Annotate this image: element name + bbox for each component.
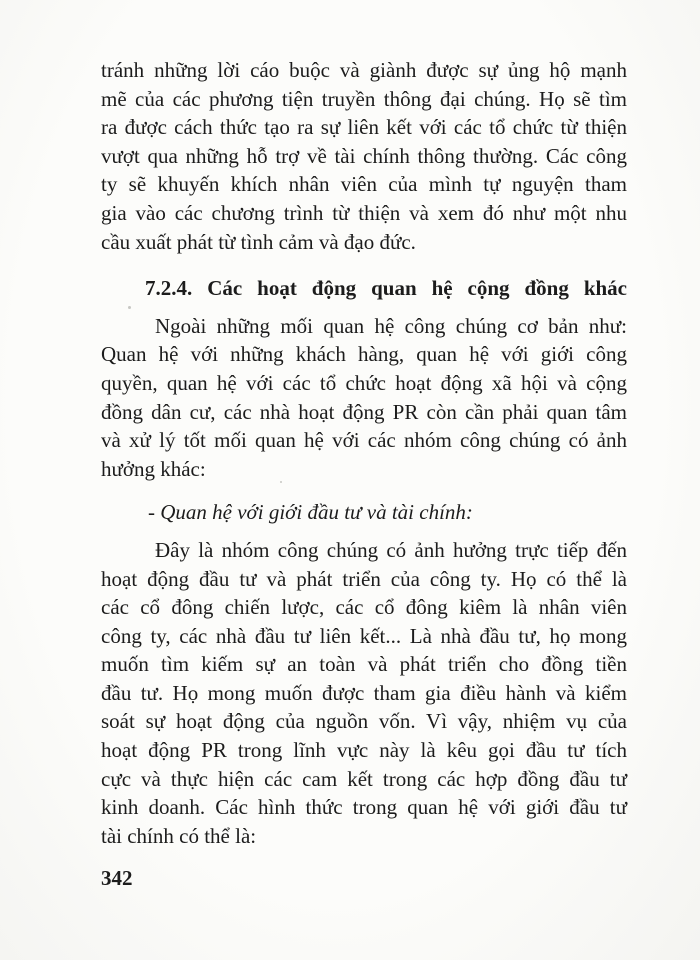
text-line: Quan hệ với những khách hàng, quan hệ với giới công [101,342,627,367]
scan-speck [128,306,131,309]
text-line: đồng dân cư, các nhà hoạt động PR còn cần phải quan tâm [101,399,627,424]
text-line: công ty, các nhà đầu tư liên kết... Là nhà đầu tư, họ mong [101,623,627,648]
text-line: và xử lý tốt mối quan hệ với các nhóm công chúng có ảnh [101,428,627,453]
text-line: đầu tư. Họ mong muốn được tham gia điều hành và kiểm [101,680,627,705]
page-number: 342 [101,866,133,890]
text-line: tài chính có thể là: [101,823,257,848]
text-line: - Quan hệ với giới đầu tư và tài chính: [148,500,473,525]
paragraph [101,536,627,851]
list-item-line [101,498,627,527]
section-heading [101,274,627,303]
paragraph [101,56,627,256]
text-line: Ngoài những mối quan hệ công chúng cơ bản như: [155,313,627,338]
text-line: kinh doanh. Các hình thức trong quan hệ với giới đầu tư [101,795,627,820]
text-line: Đây là nhóm công chúng có ảnh hưởng trực tiếp đến [155,537,627,562]
text-line: hoạt động PR trong lĩnh vực này là kêu gọi đầu tư tích [101,738,627,763]
text-line: muốn tìm kiếm sự an toàn và phát triển cho đồng tiền [101,652,627,677]
text-line: ra được cách thức tạo ra sự liên kết với các tổ chức từ thiện [101,115,627,140]
text-line: tránh những lời cáo buộc và giành được sự ủng hộ mạnh [101,58,627,82]
text-line: quyền, quan hệ với các tổ chức hoạt động xã hội và cộng [101,370,627,395]
text-line: mẽ của các phương tiện truyền thông đại chúng. Họ sẽ tìm [101,86,627,111]
text-line: vượt qua những hỗ trợ về tài chính thông thường. Các công [101,143,627,168]
text-line: cầu xuất phát từ tình cảm và đạo đức. [101,229,416,254]
text-line: 7.2.4. Các hoạt động quan hệ cộng đồng khác [145,276,627,301]
text-line: gia vào các chương trình từ thiện và xem đó như một nhu [101,200,627,225]
text-line: hưởng khác: [101,456,206,481]
text-column [101,56,627,850]
text-line: hoạt động đầu tư và phát triển của công ty. Họ có thể là [101,566,627,591]
scan-speck [280,481,282,483]
text-line: ty sẽ khuyến khích nhân viên của mình tự nguyện tham [101,172,627,197]
paragraph [101,312,627,484]
text-line: các cổ đông chiến lược, các cổ đông kiêm là nhân viên [101,595,627,620]
text-line: soát sự hoạt động của nguồn vốn. Vì vậy, nhiệm vụ của [101,709,627,734]
text-line: cực và thực hiện các cam kết trong các hợp đồng đầu tư [101,766,627,791]
